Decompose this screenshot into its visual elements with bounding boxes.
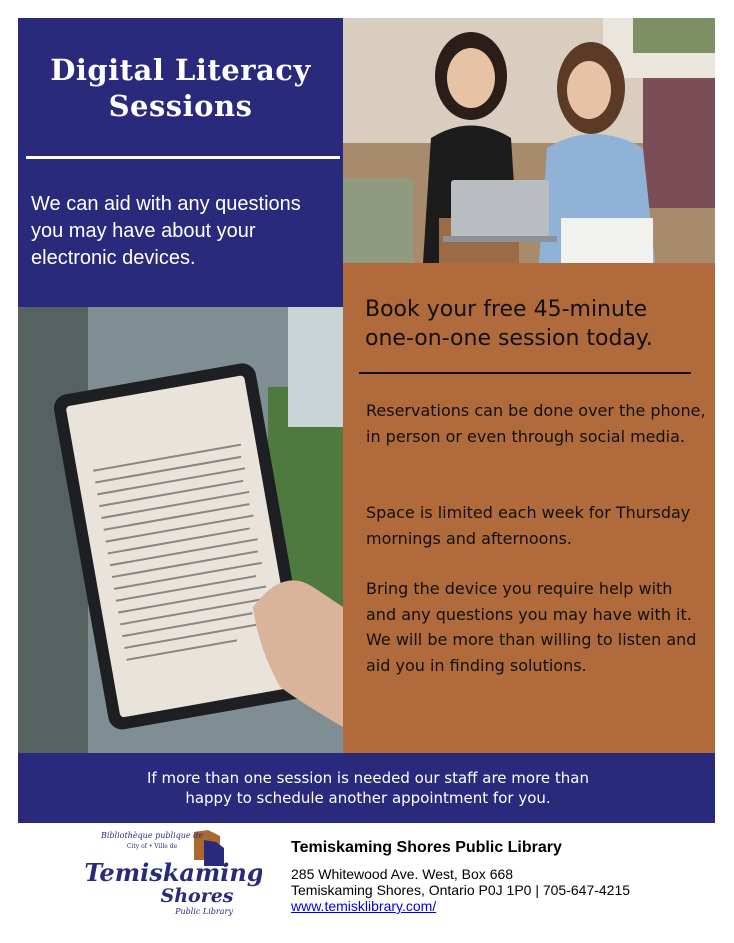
library-logo <box>82 826 262 921</box>
logo-tagline: Bibliothèque publique de <box>100 831 204 840</box>
library-contact <box>291 838 711 916</box>
footer-band <box>18 753 715 823</box>
footer-band-text <box>118 768 618 808</box>
library-city-phone: Temiskaming Shores, Ontario P0J 1P0 | 705-647-4215 <box>291 882 631 898</box>
library-website-link[interactable]: www.temisklibrary.com/ <box>291 898 437 914</box>
booking-headline-line-1: Book your free 45-minute <box>365 297 648 322</box>
photo-hand-holding-tablet <box>18 307 343 753</box>
photo-hand-holding-tablet-illustration <box>18 307 343 753</box>
title-line-1: Digital Literacy <box>50 53 311 87</box>
photo-two-women-laptop <box>343 18 715 263</box>
library-logo-graphic <box>82 826 262 921</box>
availability-paragraph: Space is limited each week for Thursday mornings and afternoons. <box>366 503 691 548</box>
reservations-paragraph: Reservations can be done over the phone, in person or even through social media. <box>366 401 706 446</box>
logo-name-line-2: Shores <box>160 885 234 907</box>
library-name: Temiskaming Shores Public Library <box>291 839 562 856</box>
library-address: 285 Whitewood Ave. West, Box 668 <box>291 866 514 882</box>
booking-headline-line-2: one-on-one session today. <box>365 326 653 351</box>
logo-tagline-2: City of • Ville de <box>126 843 178 850</box>
logo-name-line-1: Temiskaming <box>84 858 262 887</box>
title-panel <box>18 18 343 307</box>
page-title <box>18 52 343 124</box>
booking-panel <box>343 263 715 753</box>
booking-divider <box>359 372 691 374</box>
photo-two-women-laptop-illustration <box>343 18 715 263</box>
bring-device-paragraph: Bring the device you require help with and any questions you may have with it. We will be more than willing to listen and aid you in finding solutions. <box>366 579 697 675</box>
title-line-2: Sessions <box>108 89 253 123</box>
footer-band-line-1: If more than one session is needed our staff are more than <box>146 769 590 787</box>
title-divider <box>26 156 340 159</box>
booking-headline <box>365 295 705 353</box>
logo-subtitle: Public Library <box>175 907 233 916</box>
footer-band-line-2: happy to schedule another appointment for you. <box>185 789 551 807</box>
intro-text: We can aid with any questions you may have about your electronic devices. <box>31 193 301 269</box>
